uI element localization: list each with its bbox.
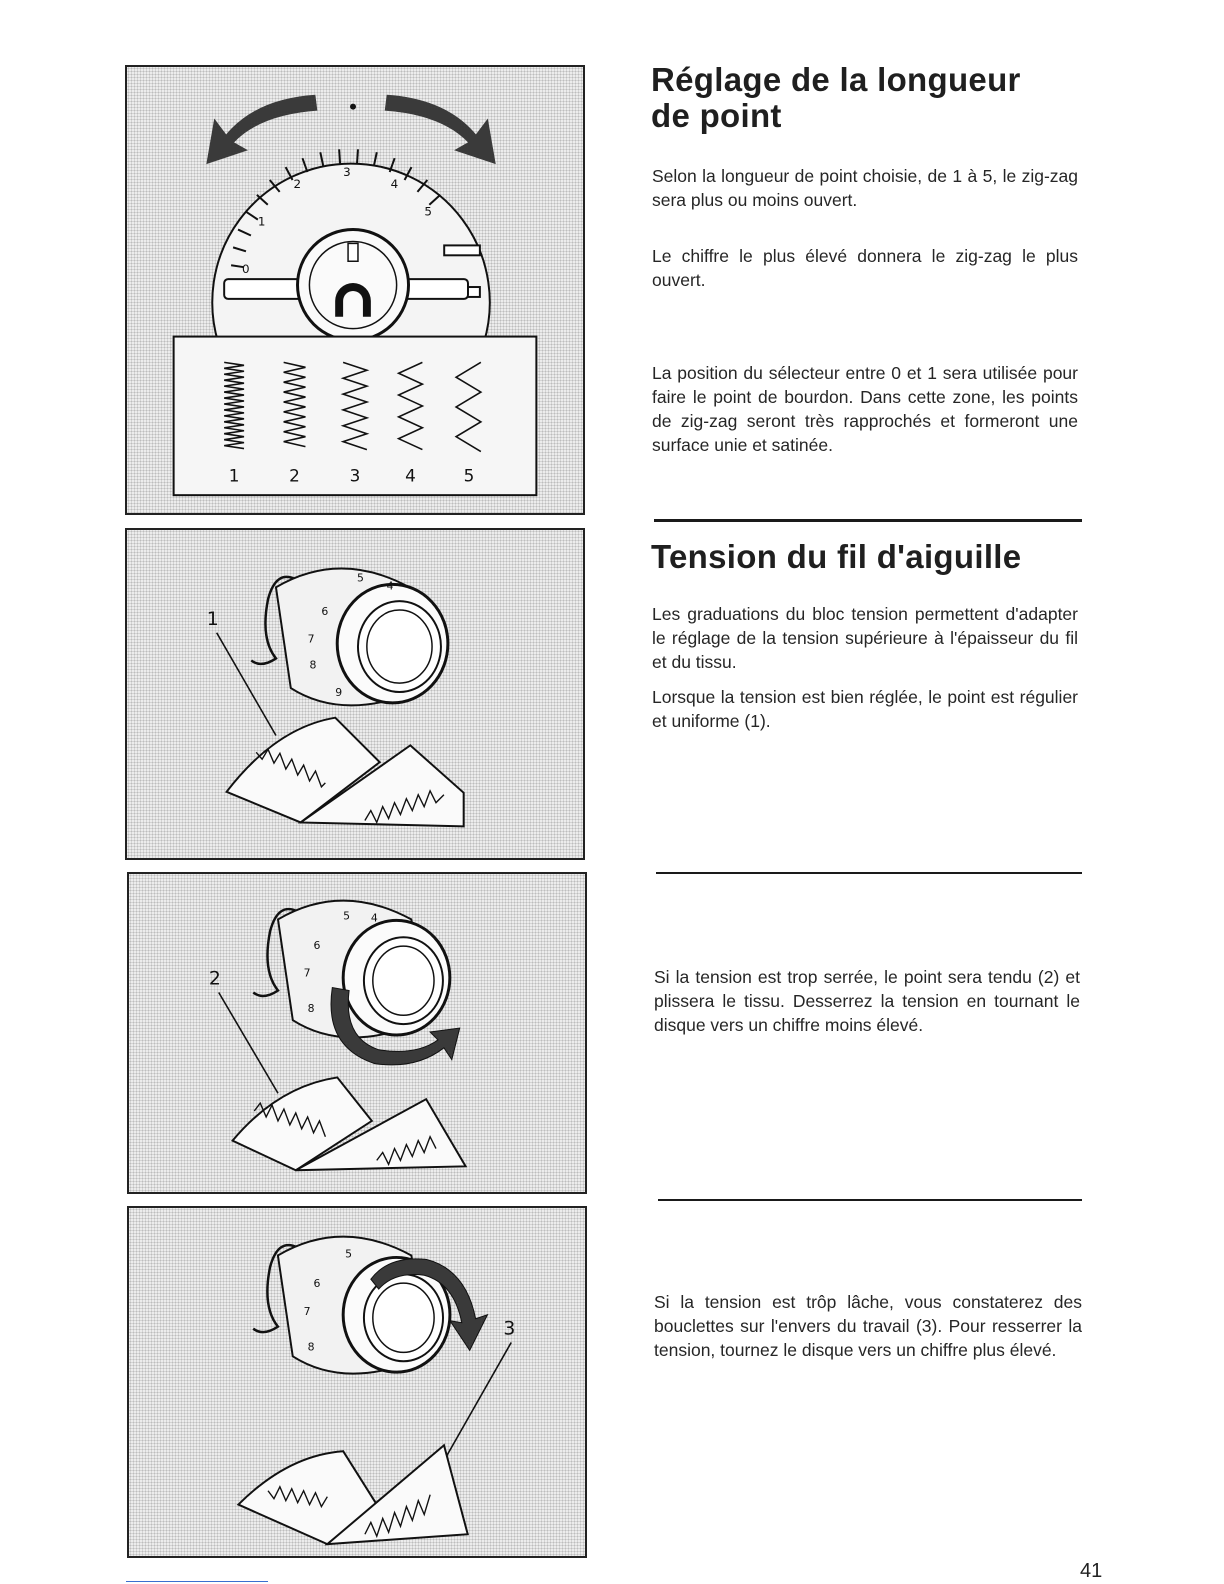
dial-number: 0 — [242, 262, 250, 277]
setting-mark — [444, 245, 480, 255]
dial-number: 8 — [309, 658, 317, 672]
title-line: de point — [651, 97, 782, 134]
dial-number: 5 — [356, 571, 364, 585]
dial-number: 4 — [390, 176, 399, 191]
indicator-dot — [350, 104, 356, 110]
page-number: 41 — [1080, 1560, 1103, 1582]
callout-line — [446, 1342, 511, 1457]
dial-number: 6 — [313, 939, 321, 953]
left-arrow-icon — [206, 95, 317, 164]
section-divider — [654, 519, 1082, 522]
dial-number: 5 — [345, 1247, 353, 1261]
stitch-length-figure — [125, 65, 585, 515]
tension-tight-figure — [127, 872, 587, 1194]
dial-number: 3 — [343, 165, 351, 180]
paragraph: Le chiffre le plus élevé donnera le zig-zag le plus ouvert. — [652, 246, 1078, 290]
paragraph: Lorsque la tension est bien réglée, le point est régulier et uniforme (1). — [652, 687, 1078, 731]
dial-number: 1 — [257, 214, 266, 229]
tension-loose-figure — [127, 1206, 587, 1558]
stitch-label: 3 — [349, 465, 361, 486]
dial-number: 8 — [307, 1002, 315, 1016]
dial-number: 6 — [321, 604, 329, 618]
callout-line — [219, 993, 278, 1094]
section-title-stitch-length — [651, 62, 1021, 134]
dial-number: 9 — [335, 685, 343, 699]
stitch-length-illustration — [127, 67, 583, 513]
dial-number: 8 — [307, 1340, 315, 1354]
section-divider — [656, 872, 1082, 874]
callout-line — [217, 633, 276, 736]
stitch-label: 2 — [289, 465, 300, 486]
title-line: Réglage de la longueur — [651, 61, 1021, 98]
dial-number: 5 — [424, 204, 432, 219]
paragraph: Si la tension est trôp lâche, vous constaterez des bouclettes sur l'envers du travail (3). Pour resserrer la tension, tournez le disque vers un chiffre plus élevé. — [654, 1292, 1082, 1360]
tension-correct-illustration — [127, 530, 583, 858]
dial-number: 6 — [313, 1277, 321, 1291]
dial-number: 7 — [307, 632, 315, 646]
footer-line — [126, 1581, 268, 1582]
right-arrow-icon — [385, 95, 496, 164]
callout-number: 3 — [503, 1318, 516, 1340]
callout-number: 1 — [206, 608, 219, 630]
stitch-label: 4 — [405, 465, 416, 486]
paragraph: La position du sélecteur entre 0 et 1 sera utilisée pour faire le point de bourdon. Dans cette zone, les points de zig-zag seront très rapprochés et formeront une surface unie et satinée. — [652, 363, 1078, 455]
dial-number: 4 — [386, 579, 394, 593]
dial-number: 7 — [303, 966, 311, 980]
tension-loose-illustration — [129, 1208, 585, 1556]
stitch-label: 1 — [228, 465, 240, 486]
dial-number: 7 — [303, 1304, 311, 1318]
paragraph: Les graduations du bloc tension permettent d'adapter le réglage de la tension supérieure à l'épaisseur du fil et du tissu. — [652, 604, 1078, 672]
paragraph: Selon la longueur de point choisie, de 1 à 5, le zig-zag sera plus ou moins ouvert. — [652, 166, 1078, 210]
dial-number: 4 — [370, 911, 378, 925]
tension-tight-illustration — [129, 874, 585, 1192]
stitch-label: 5 — [463, 465, 475, 486]
tension-correct-figure — [125, 528, 585, 860]
section-title-needle-tension: Tension du fil d'aiguille — [651, 538, 1022, 575]
callout-number: 2 — [208, 968, 221, 990]
paragraph: Si la tension est trop serrée, le point sera tendu (2) et plissera le tissu. Desserrez la tension en tournant le disque vers un chiffre moins élevé. — [654, 967, 1080, 1035]
dial-number: 5 — [343, 909, 351, 923]
section-divider — [658, 1199, 1082, 1201]
dial-number: 2 — [293, 176, 302, 191]
